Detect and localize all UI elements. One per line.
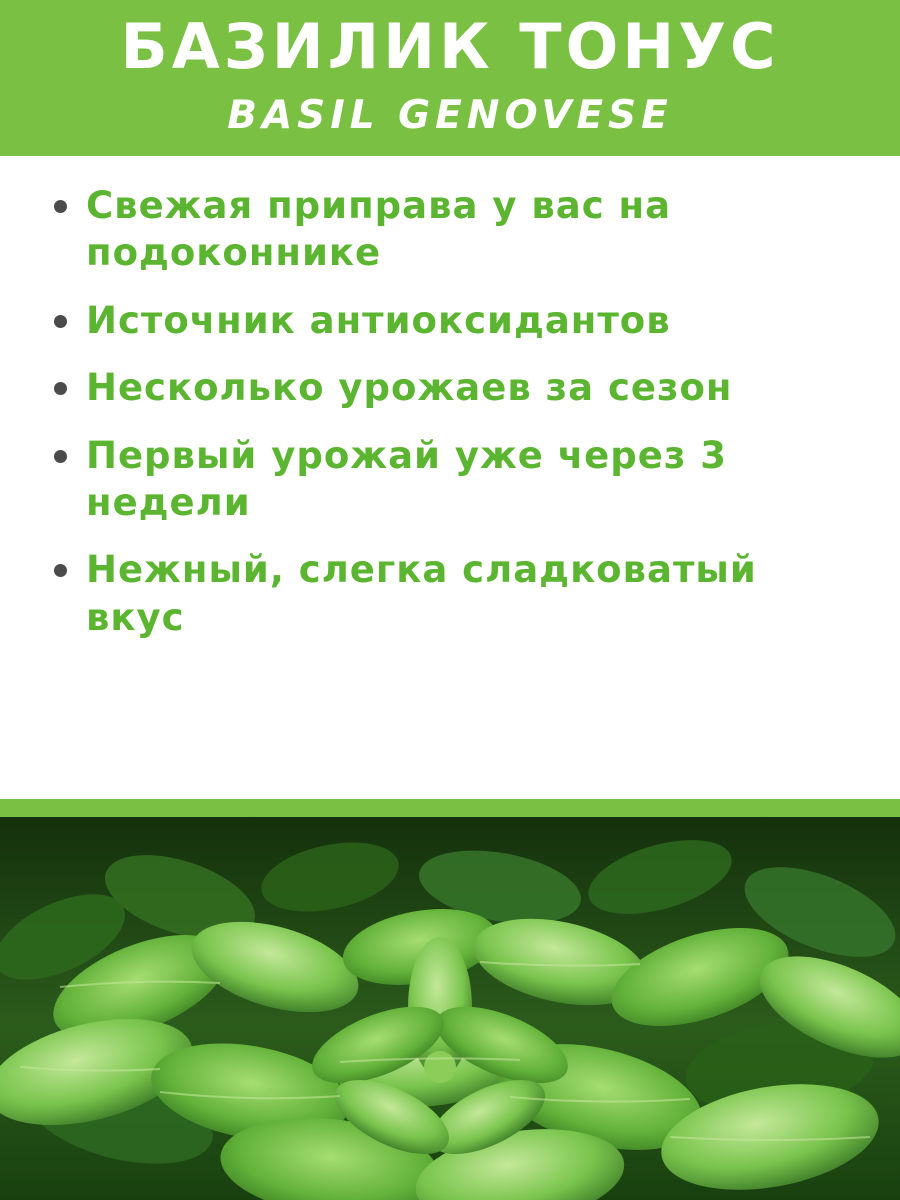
product-photo: [0, 817, 900, 1200]
basil-plant-illustration: [0, 817, 900, 1200]
features-section: [0, 156, 900, 799]
list-item: Нежный, слегка сладковатый вкус: [40, 546, 866, 641]
feature-list: [40, 182, 866, 641]
page-subtitle: BASIL GENOVESE: [227, 93, 673, 139]
list-item: Источник антиоксидантов: [40, 297, 866, 344]
card-header: [0, 0, 900, 156]
section-divider: [0, 799, 900, 817]
list-item: Свежая приправа у вас на подоконнике: [40, 182, 866, 277]
list-item: Несколько урожаев за сезон: [40, 364, 866, 411]
list-item: Первый урожай уже через 3 недели: [40, 432, 866, 527]
page-title: БАЗИЛИК ТОНУС: [120, 10, 780, 83]
